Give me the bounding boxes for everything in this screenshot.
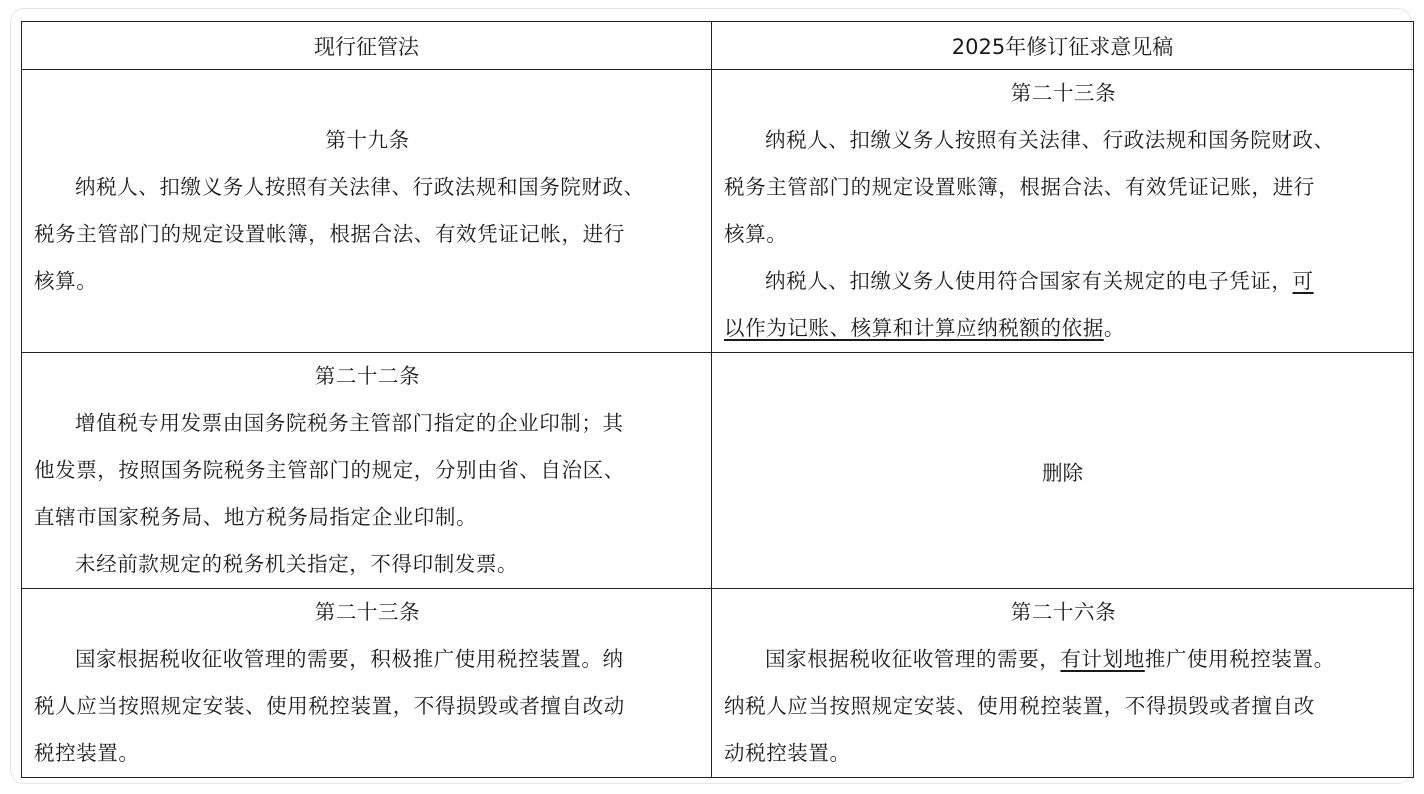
text-line: 核算。 — [724, 222, 788, 246]
text-line: 纳税人应当按照规定安装、使用税控装置，不得损毁或者擅自改 — [724, 694, 1315, 718]
header-row — [22, 22, 1414, 70]
text-line: 税控装置。 — [34, 741, 140, 765]
text-line — [724, 305, 1403, 352]
text-line — [724, 258, 1403, 305]
article-title: 第二十二条 — [314, 364, 421, 388]
cell-current-article-19 — [22, 70, 712, 353]
text-fragment: 推广使用税控装置。 — [1144, 647, 1335, 671]
text-line: 纳税人、扣缴义务人按照有关法律、行政法规和国务院财政、 — [765, 128, 1335, 152]
underlined-amendment: 可 — [1292, 269, 1314, 293]
text-line: 直辖市国家税务局、地方税务局指定企业印制。 — [34, 505, 478, 529]
deleted-label: 删除 — [1042, 460, 1083, 485]
text-fragment: 纳税人、扣缴义务人使用符合国家有关规定的电子凭证， — [765, 269, 1293, 293]
table-row — [22, 353, 1414, 589]
table-row — [22, 589, 1414, 778]
underlined-amendment: 有计划地 — [1060, 647, 1145, 671]
comparison-table — [21, 21, 1414, 778]
article-title: 第二十三条 — [314, 600, 421, 624]
text-line: 税人应当按照规定安装、使用税控装置，不得损毁或者擅自改动 — [34, 694, 625, 718]
article-title: 第十九条 — [325, 128, 410, 152]
text-line: 国家根据税收征收管理的需要，积极推广使用税控装置。纳 — [75, 647, 624, 671]
header-current-law: 现行征管法 — [22, 22, 712, 70]
text-line: 税务主管部门的规定设置账簿，根据合法、有效凭证记账，进行 — [724, 175, 1315, 199]
text-line: 税务主管部门的规定设置帐簿，根据合法、有效凭证记帐，进行 — [34, 222, 625, 246]
article-title: 第二十六条 — [1010, 600, 1117, 624]
text-fragment: 。 — [1103, 316, 1125, 340]
text-line: 未经前款规定的税务机关指定，不得印制发票。 — [75, 552, 519, 576]
cell-revised-deleted — [712, 353, 1414, 589]
header-revised-draft: 2025年修订征求意见稿 — [712, 22, 1414, 70]
cell-revised-article-23 — [712, 70, 1414, 353]
text-line: 他发票，按照国务院税务主管部门的规定，分别由省、自治区、 — [34, 458, 625, 482]
cell-current-article-22 — [22, 353, 712, 589]
text-line: 纳税人、扣缴义务人按照有关法律、行政法规和国务院财政、 — [75, 175, 645, 199]
text-line: 增值税专用发票由国务院税务主管部门指定的企业印制；其 — [75, 411, 624, 435]
article-title: 第二十三条 — [1010, 81, 1117, 105]
text-line — [724, 636, 1403, 683]
underlined-amendment: 以作为记账、核算和计算应纳税额的依据 — [724, 316, 1104, 340]
text-line: 核算。 — [34, 269, 98, 293]
text-fragment: 国家根据税收征收管理的需要， — [765, 647, 1061, 671]
cell-current-article-23 — [22, 589, 712, 778]
text-line: 动税控装置。 — [724, 741, 851, 765]
cell-revised-article-26 — [712, 589, 1414, 778]
table-row — [22, 70, 1414, 353]
